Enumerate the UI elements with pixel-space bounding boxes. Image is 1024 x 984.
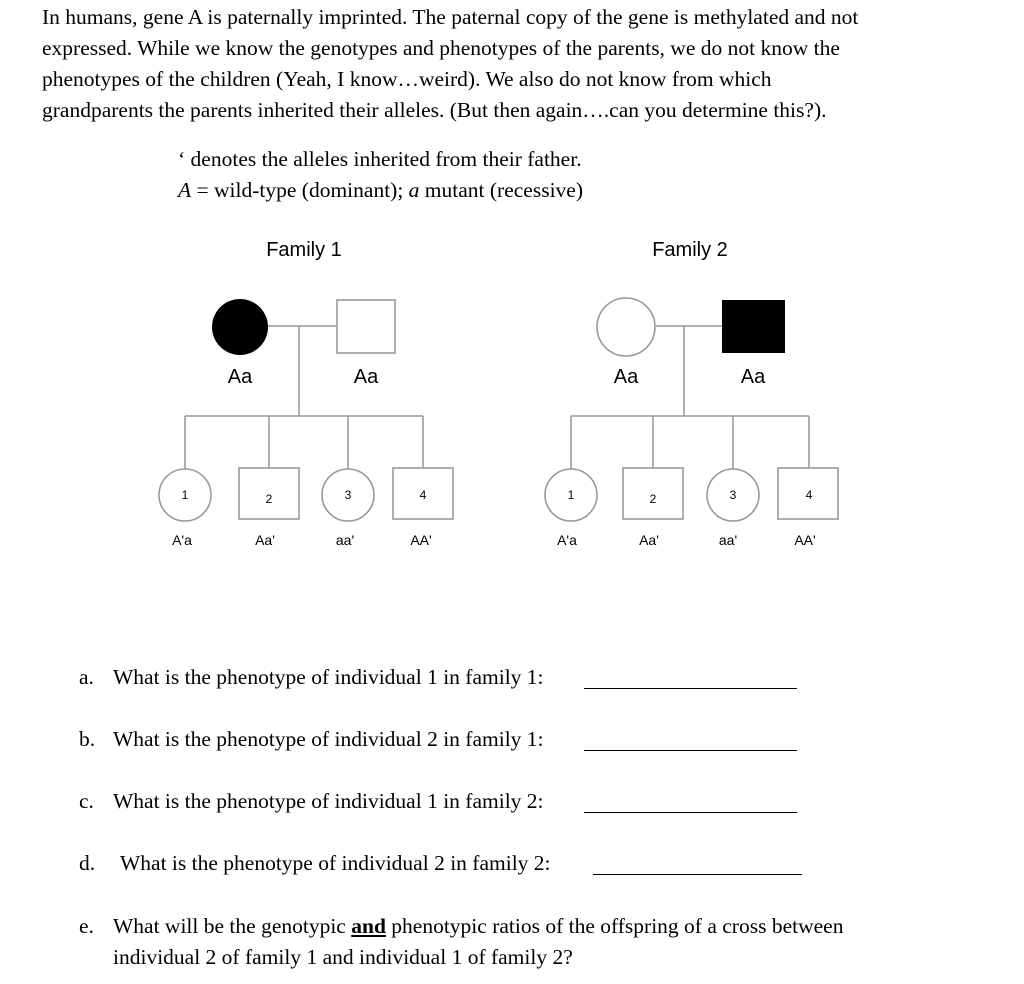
family-2-mother — [597, 298, 655, 356]
question-text-part: What will be the genotypic — [113, 914, 352, 938]
genotype-label: aa' — [335, 532, 355, 548]
individual-number: 1 — [181, 488, 189, 502]
individual-number: 2 — [649, 492, 657, 506]
genotype-label: Aa — [613, 366, 639, 388]
question-c — [79, 787, 544, 815]
question-text-line: individual 2 of family 1 and individual 1 of family 2? — [113, 945, 573, 969]
family-1-father — [337, 300, 395, 353]
family-2-title: Family 2 — [652, 239, 728, 261]
genotype-label: Aa' — [255, 532, 275, 548]
question-text: What is the phenotype of individual 2 in family 1: — [113, 727, 544, 751]
prime-mark: ‘ — [178, 147, 186, 171]
question-text: What is the phenotype of individual 1 in family 1: — [113, 665, 544, 689]
individual-number: 3 — [729, 488, 737, 502]
answer-blank-b[interactable] — [584, 750, 797, 751]
answer-blank-d[interactable] — [593, 874, 802, 875]
question-text: What is the phenotype of individual 2 in family 2: — [120, 851, 551, 875]
genotype-label: Aa — [227, 366, 253, 388]
family-2-father-affected — [722, 300, 785, 353]
genotype-label: Aa' — [639, 532, 659, 548]
individual-number: 2 — [265, 492, 273, 506]
family-1-mother-affected — [212, 299, 268, 355]
genotype-label: Aa — [353, 366, 379, 388]
individual-number: 4 — [805, 488, 813, 502]
intro-line: phenotypes of the children (Yeah, I know…weird). We also do not know from which — [42, 67, 772, 91]
legend-text: = wild-type (dominant); — [191, 178, 409, 202]
answer-blank-a[interactable] — [584, 688, 797, 689]
intro-line: expressed. While we know the genotypes and phenotypes of the parents, we do not know the — [42, 36, 840, 60]
intro-line: In humans, gene A is paternally imprinted. The paternal copy of the gene is methylated and not — [42, 5, 859, 29]
individual-number: 3 — [344, 488, 352, 502]
emphasis-and: and — [351, 914, 386, 938]
question-letter: a. — [79, 665, 94, 689]
allele-a: a — [408, 178, 420, 202]
genotype-label: AA' — [794, 532, 816, 548]
legend-text: mutant (recessive) — [419, 178, 583, 202]
question-letter: e. — [79, 914, 94, 938]
genotype-label: AA' — [410, 532, 432, 548]
family-1-title: Family 1 — [266, 239, 342, 261]
intro-line: grandparents the parents inherited their alleles. (But then again….can you determine this?). — [42, 98, 827, 122]
question-letter: c. — [79, 789, 94, 813]
genotype-label: Aa — [740, 366, 766, 388]
question-letter: d. — [79, 851, 96, 875]
question-e — [79, 911, 844, 969]
question-d — [79, 849, 551, 877]
legend-text: denotes the alleles inherited from their father. — [185, 147, 582, 171]
question-a — [79, 663, 544, 691]
question-text — [113, 911, 843, 973]
individual-number: 1 — [567, 488, 575, 502]
individual-number: 4 — [419, 488, 427, 502]
question-text: What is the phenotype of individual 1 in family 2: — [113, 789, 544, 813]
question-b — [79, 725, 544, 753]
allele-A: A — [178, 178, 192, 202]
genotype-label: A'a — [557, 532, 577, 548]
answer-blank-c[interactable] — [584, 812, 797, 813]
genotype-label: aa' — [718, 532, 738, 548]
question-text-part: phenotypic ratios of the offspring of a cross between — [385, 914, 844, 938]
pedigree-lines — [185, 326, 809, 470]
genotype-label: A'a — [172, 532, 192, 548]
question-letter: b. — [79, 727, 96, 751]
